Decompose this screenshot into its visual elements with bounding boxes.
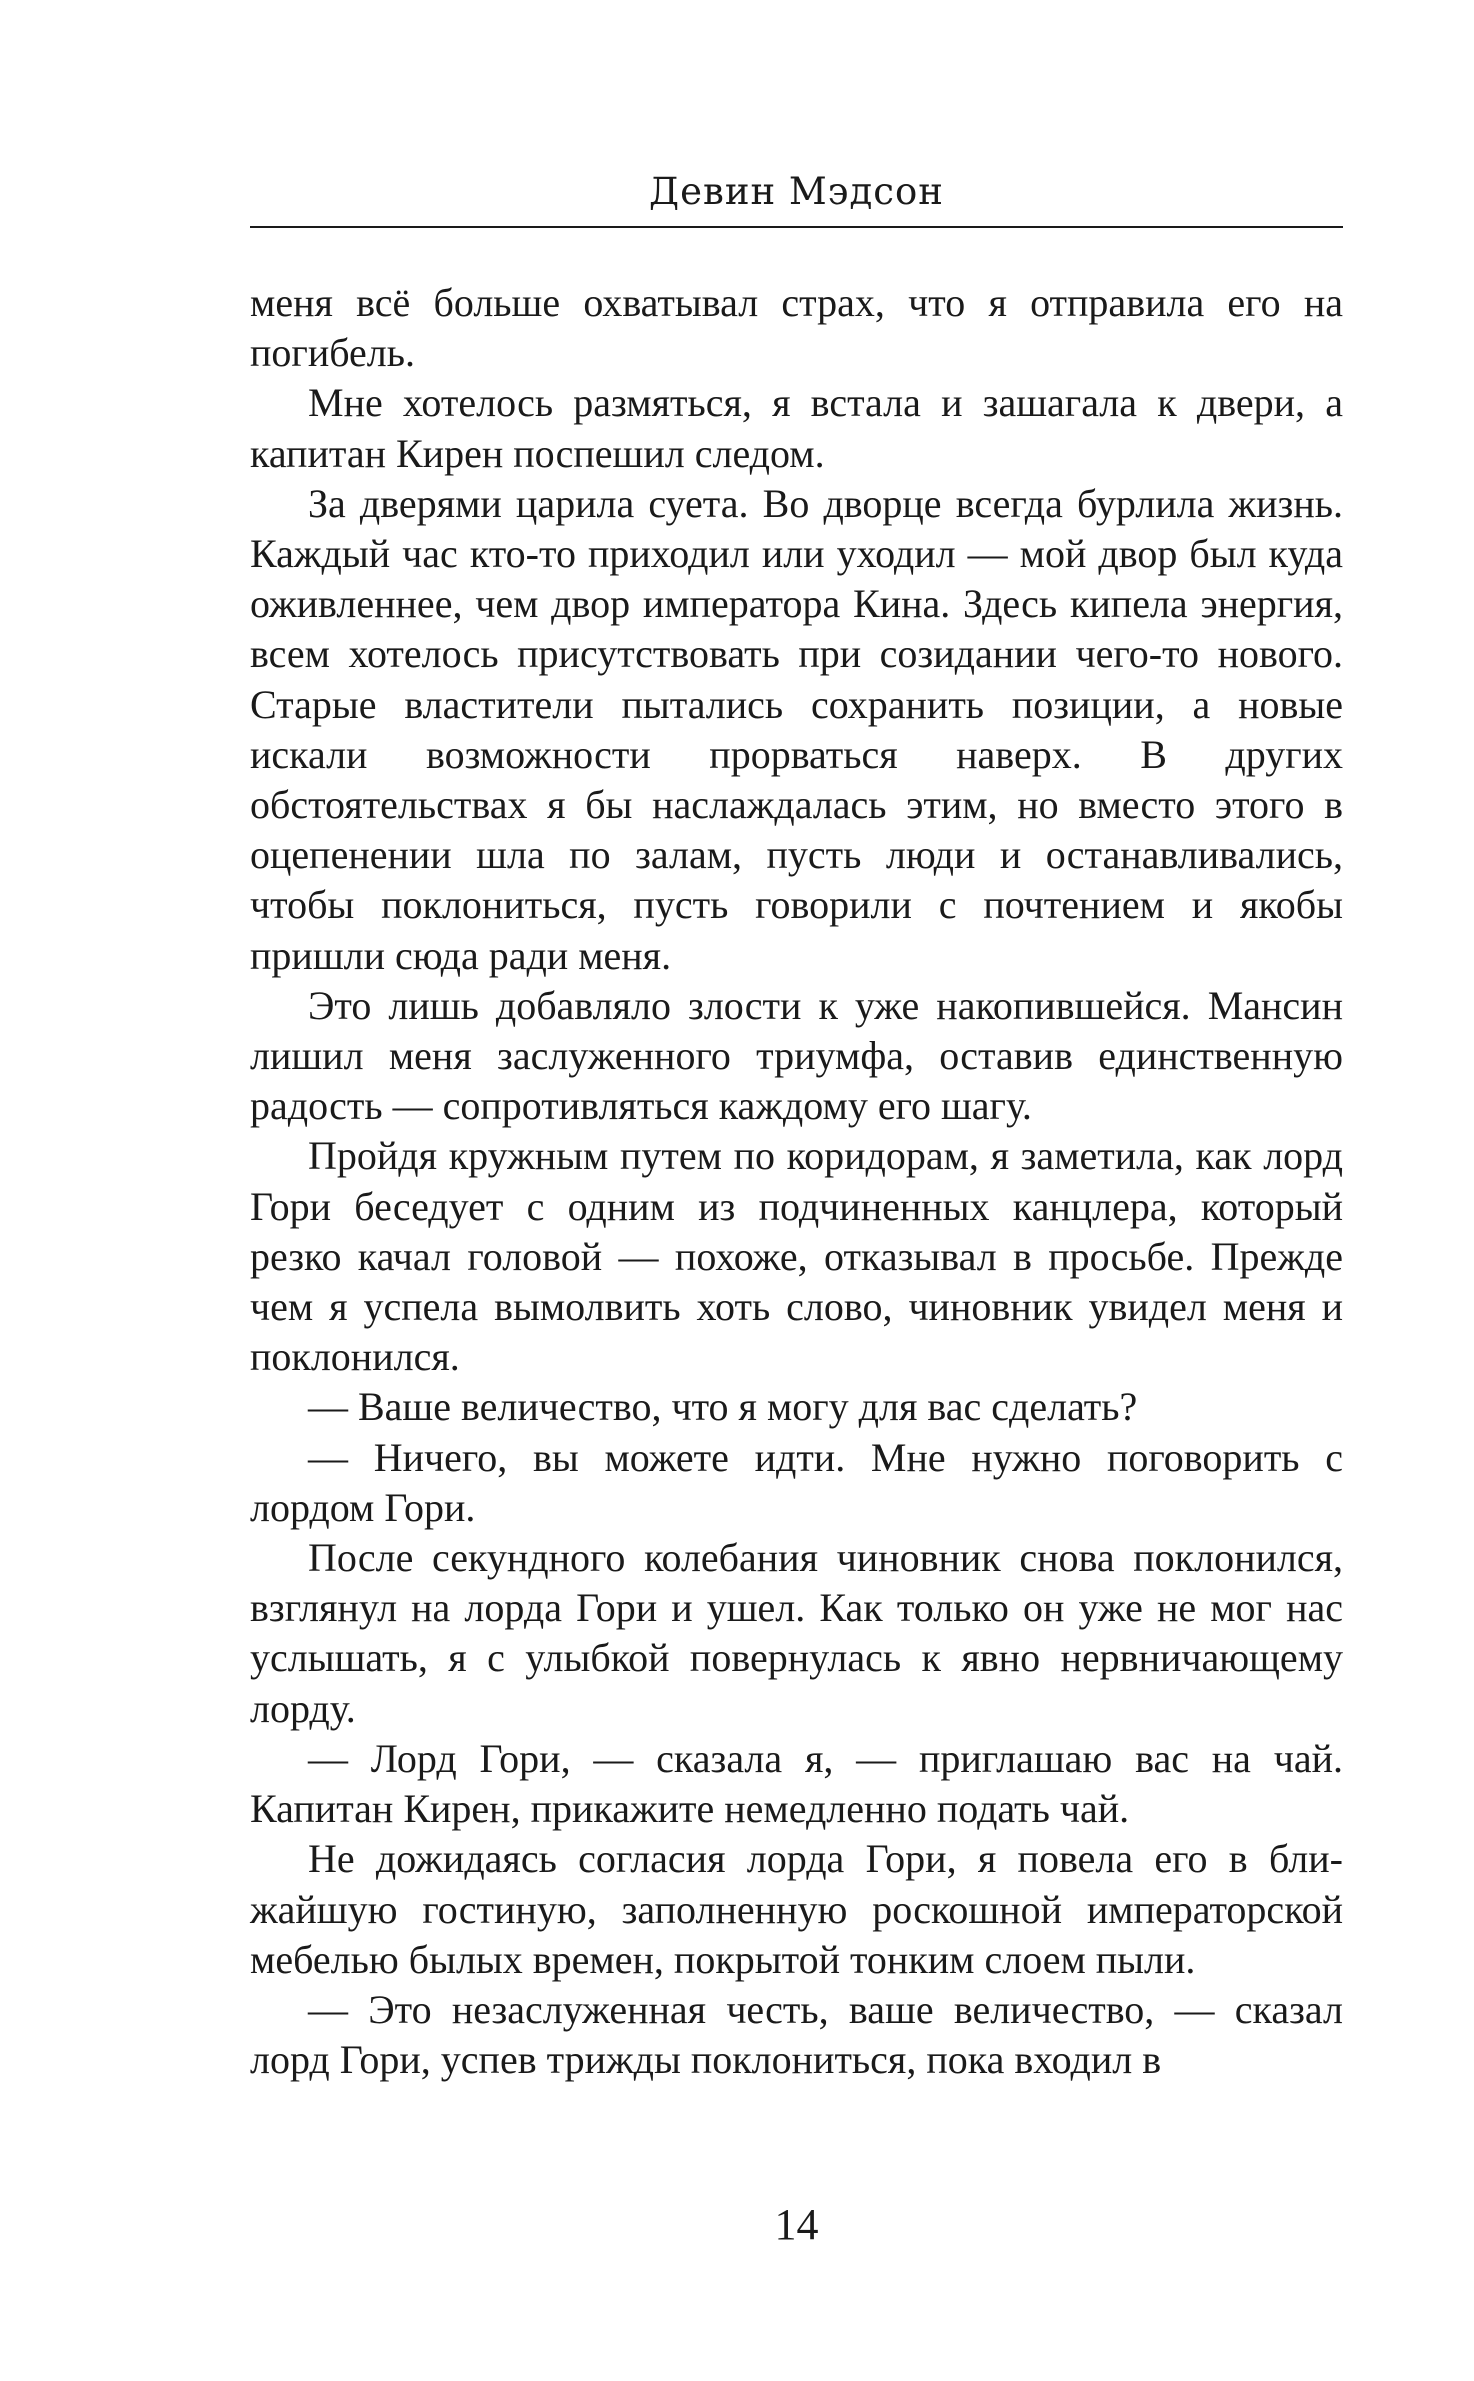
page-number: 14 (774, 2200, 819, 2249)
dialogue-paragraph: — Ваше величество, что я могу для вас сделать? (308, 1384, 1138, 1430)
paragraph: После секундного колебания чиновник снова поклонился, взглянул на лорда Гори и ушел. Как только он уже не мог нас услышать, я с улыбкой повернулась к явно нервничающему лорду. (250, 1535, 1343, 1731)
body-text (250, 278, 1343, 2085)
paragraph: За дверями царила суета. Во дворце всегда бурлила жизнь. Каждый час кто-то приходил или уходил — мой двор был куда оживленнее, чем двор императора Кина. Здесь кипела энергия, всем хотелось присутствовать при созидании чего-то нового. Старые властители пытались сохранить позиции, а новые искали возможности прорваться наверх. В других обстоятельствах я бы наслаждалась этим, но вместо этого в оцепенении шла по залам, пусть люди и останавливались, чтобы поклониться, пусть говорили с почтением и якобы пришли сюда ради меня. (250, 480, 1343, 978)
paragraph: меня всё больше охватывал страх, что я отправила его на погибель. (250, 280, 1343, 376)
paragraph: Мне хотелось размяться, я встала и зашагала к двери, а капитан Кирен поспешил следом. (250, 380, 1343, 476)
paragraph: Пройдя кружным путем по коридорам, я заметила, как лорд Гори беседует с одним из подчиненных канцлера, который резко качал головой — похоже, отказывал в просьбе. Прежде чем я успела вымолвить хоть слово, чиновник увидел меня и поклонился. (250, 1133, 1343, 1380)
header-rule (250, 226, 1343, 228)
paragraph: Это лишь добавляло злости к уже накопившейся. Мансин лишил меня заслуженного триумфа, оставив единственную радость — сопротивляться каждому его шагу. (250, 982, 1343, 1129)
dialogue-paragraph: — Ничего, вы можете идти. Мне нужно поговорить с лордом Гори. (250, 1434, 1343, 1530)
dialogue-paragraph: — Лорд Гори, — сказала я, — приглашаю вас на чай. Капитан Кирен, прикажите немедленно подать чай. (250, 1735, 1343, 1832)
paragraph: Не дожидаясь согласия лорда Гори, я повела его в ближайшую гостиную, заполненную роскошной императорской мебелью былых времен, покрытой тонким слоем пыли. (250, 1836, 1343, 1982)
dialogue-paragraph: — Это незаслуженная честь, ваше величество, — сказал лорд Гори, успев трижды поклониться, пока входил в (250, 1986, 1343, 2083)
running-head-author: Девин Мэдсон (649, 170, 944, 213)
